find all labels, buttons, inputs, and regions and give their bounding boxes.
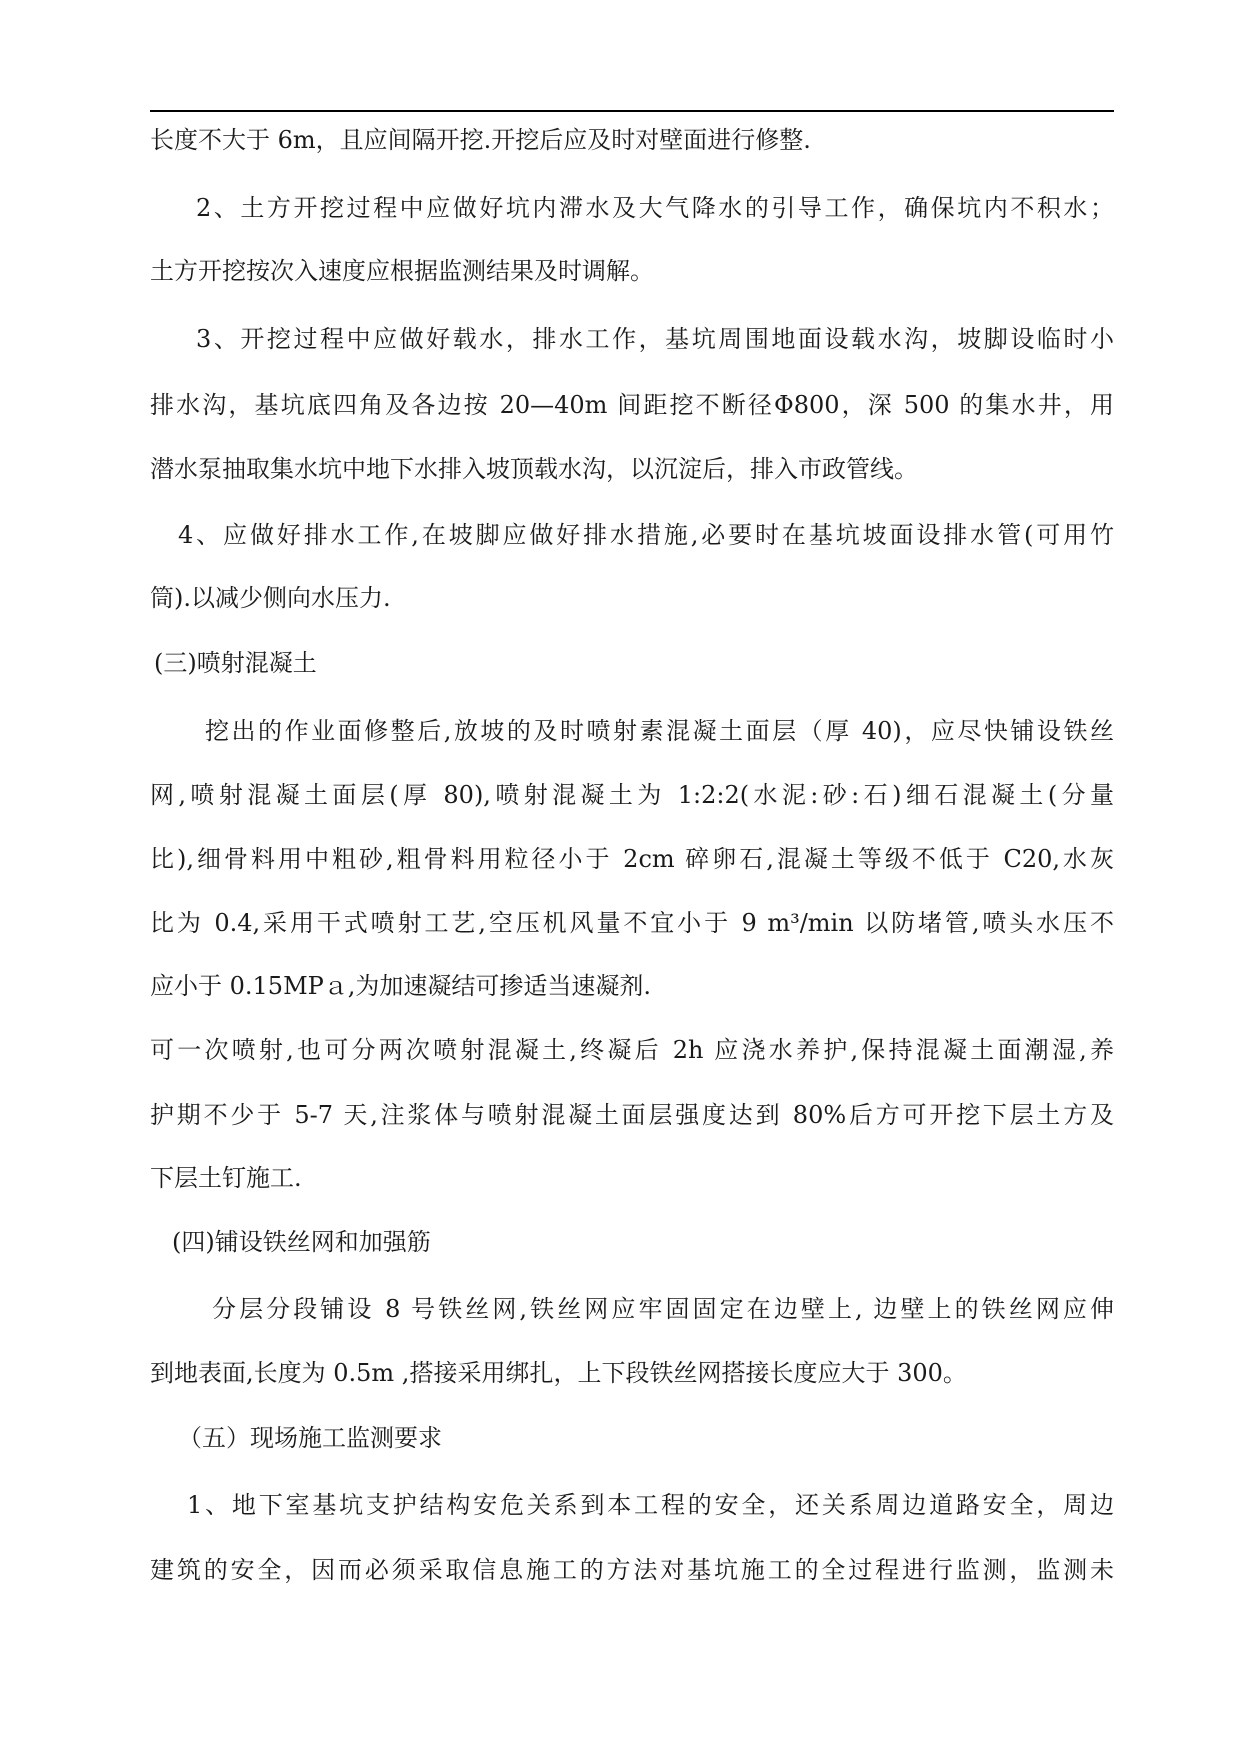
text-line-17: 下层土钉施工.	[150, 1164, 302, 1192]
text-line-14: 应小于 0.15MPａ,为加速凝结可掺适当速凝剂.	[150, 972, 652, 1000]
text-line-19: 分层分段铺设 8 号铁丝网,铁丝网应牢固固定在边壁上, 边壁上的铁丝网应伸	[212, 1295, 1114, 1323]
section-heading-5: （五）现场施工监测要求	[178, 1424, 442, 1452]
text-line-20: 到地表面,长度为 0.5m ,搭接采用绑扎，上下段铁丝网搭接长度应大于 300。	[150, 1359, 967, 1387]
text-line-7: 4、应做好排水工作,在坡脚应做好排水措施,必要时在基坑坡面设排水管(可用竹	[178, 521, 1114, 549]
text-line-10: 挖出的作业面修整后,放坡的及时喷射素混凝土面层（厚 40)，应尽快铺设铁丝	[205, 717, 1114, 745]
text-line-11: 网,喷射混凝土面层(厚 80),喷射混凝土为 1:2:2(水泥:砂:石)细石混凝土(分量	[150, 781, 1114, 809]
text-line-3: 土方开挖按次入速度应根据监测结果及时调解。	[150, 257, 654, 285]
text-line-1: 长度不大于 6m，且应间隔开挖.开挖后应及时对壁面进行修整.	[150, 126, 811, 154]
text-line-2: 2、土方开挖过程中应做好坑内滞水及大气降水的引导工作，确保坑内不积水；	[196, 194, 1114, 222]
header-rule	[150, 110, 1114, 112]
section-heading-4: (四)铺设铁丝网和加强筋	[172, 1228, 431, 1256]
text-line-6: 潜水泵抽取集水坑中地下水排入坡顶载水沟，以沉淀后，排入市政管线。	[150, 455, 918, 483]
text-line-23: 建筑的安全，因而必须采取信息施工的方法对基坑施工的全过程进行监测，监测未	[150, 1556, 1114, 1584]
text-line-8: 筒).以减少侧向水压力.	[150, 584, 391, 612]
text-line-4: 3、开挖过程中应做好载水，排水工作，基坑周围地面设载水沟，坡脚设临时小	[196, 325, 1114, 353]
text-line-22: 1、地下室基坑支护结构安危关系到本工程的安全，还关系周边道路安全，周边	[187, 1491, 1114, 1519]
text-line-16: 护期不少于 5-7 天,注浆体与喷射混凝土面层强度达到 80%后方可开挖下层土方及	[150, 1101, 1114, 1129]
text-line-15: 可一次喷射,也可分两次喷射混凝土,终凝后 2h 应浇水养护,保持混凝土面潮湿,养	[150, 1036, 1114, 1064]
text-line-5: 排水沟，基坑底四角及各边按 20—40m 间距挖不断径Φ800，深 500 的集水井，用	[150, 391, 1114, 419]
text-line-12: 比),细骨料用中粗砂,粗骨料用粒径小于 2cm 碎卵石,混凝土等级不低于 C20,水灰	[150, 845, 1114, 873]
text-line-13: 比为 0.4,采用干式喷射工艺,空压机风量不宜小于 9 m³/min 以防堵管,喷头水压不	[150, 909, 1114, 937]
section-heading-3: (三)喷射混凝土	[154, 649, 317, 677]
